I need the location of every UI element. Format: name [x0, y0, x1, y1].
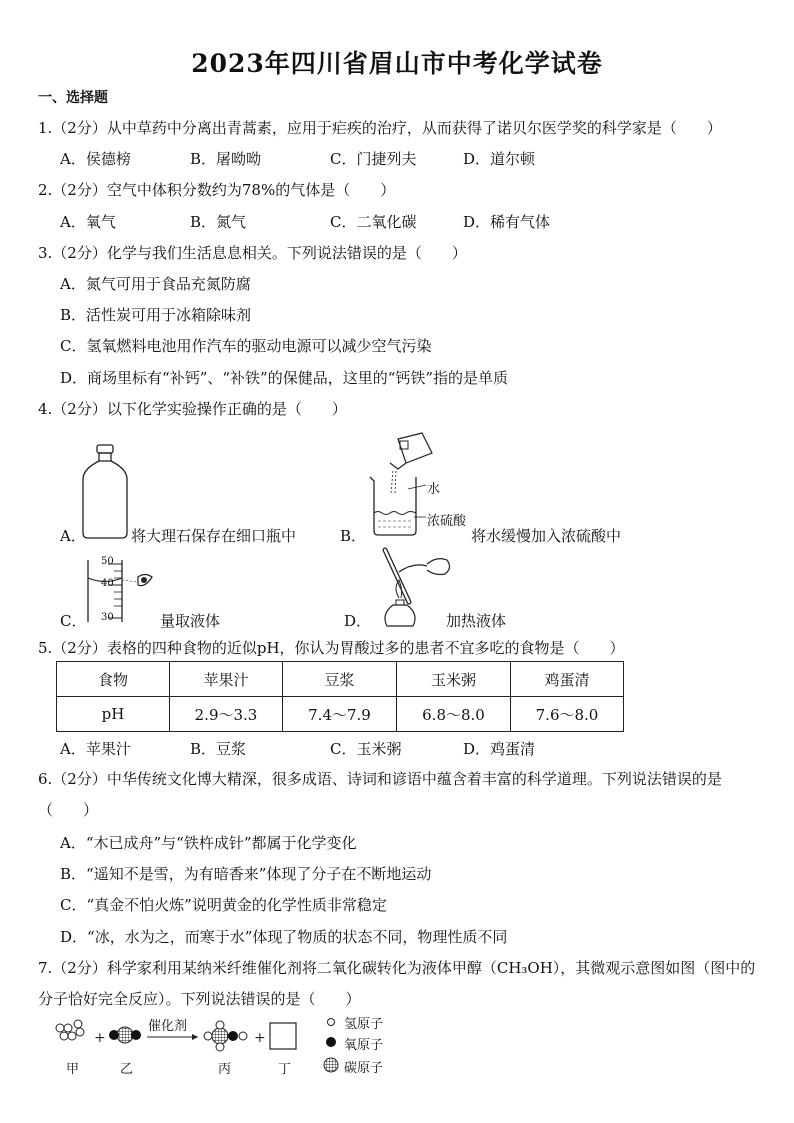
oxygen-atom — [228, 1031, 238, 1041]
question-2-text: 2.（2分）空气中体积分数约为78%的气体是（ ） — [38, 181, 396, 199]
question-5-text: 5.（2分）表格的四种食物的近似pH，你认为胃酸过多的患者不宜多吃的食物是（ ） — [38, 639, 625, 657]
hydrogen-atom — [64, 1024, 72, 1032]
legend-oxygen-icon — [326, 1037, 336, 1047]
q4-option-a-text: 将大理石保存在细口瓶中 — [131, 527, 297, 545]
table-header-row — [57, 662, 624, 697]
table-cell: 玉米粥 — [397, 662, 511, 697]
molecule-label-ding: 丁 — [278, 1062, 292, 1077]
unknown-product-box — [270, 1023, 296, 1049]
table-cell: 豆浆 — [283, 662, 397, 697]
hydrogen-atom — [216, 1043, 224, 1051]
q1-option-c[interactable]: C．门捷列夫 — [330, 150, 417, 168]
q6-option-d[interactable]: D．“冰，水为之，而寒于水”体现了物质的状态不同，物理性质不同 — [60, 928, 508, 946]
q5-option-d[interactable]: D．鸡蛋清 — [463, 740, 536, 758]
question-3-text: 3.（2分）化学与我们生活息息相关。下列说法错误的是（ ） — [38, 244, 467, 262]
exam-title: 2023年四川省眉山市中考化学试卷 — [191, 49, 603, 78]
q2-option-d[interactable]: D．稀有气体 — [463, 213, 551, 231]
oxygen-atom — [131, 1030, 141, 1040]
table-cell: 苹果汁 — [170, 662, 283, 697]
plus-sign: + — [94, 1030, 106, 1046]
q1-option-d[interactable]: D．道尔顿 — [463, 150, 536, 168]
q6-option-b[interactable]: B．“遥知不是雪，为有暗香来”体现了分子在不断地运动 — [60, 865, 432, 883]
tick-50: 50 — [101, 556, 114, 567]
hydrogen-atom — [239, 1032, 247, 1040]
oxygen-atom — [109, 1030, 119, 1040]
q2-option-a[interactable]: A．氧气 — [60, 213, 116, 231]
q6-option-c[interactable]: C．“真金不怕火炼”说明黄金的化学性质非常稳定 — [60, 896, 387, 914]
table-cell: 7.4～7.9 — [283, 697, 397, 732]
legend-oxygen-label: 氧原子 — [344, 1038, 384, 1053]
hydrogen-atom — [68, 1032, 76, 1040]
molecule-label-yi: 乙 — [120, 1062, 134, 1077]
plus-sign: + — [254, 1030, 266, 1046]
hydrogen-atom — [76, 1028, 84, 1036]
q1-option-b[interactable]: B．屠呦呦 — [190, 150, 262, 168]
hydrogen-atom — [216, 1021, 224, 1029]
graduated-cylinder-diagram — [82, 558, 162, 623]
q3-option-d[interactable]: D．商场里标有“补钙”、“补铁”的保健品，这里的“钙铁”指的是单质 — [60, 369, 509, 387]
q4-option-c-letter[interactable]: C． — [60, 612, 87, 630]
q2-option-b[interactable]: B．氮气 — [190, 213, 247, 231]
molecule-label-jia: 甲 — [66, 1062, 80, 1077]
label-water: 水 — [427, 482, 441, 497]
table-cell: 7.6～8.0 — [511, 697, 624, 732]
hydrogen-atom — [56, 1024, 64, 1032]
table-cell: pH — [57, 697, 170, 732]
q4-option-a-letter[interactable]: A． — [60, 527, 86, 545]
table-cell: 6.8～8.0 — [397, 697, 511, 732]
reaction-diagram — [50, 1010, 470, 1070]
carbon-atom — [212, 1028, 228, 1044]
section-heading: 一、选择题 — [38, 90, 108, 106]
table-cell: 鸡蛋清 — [511, 662, 624, 697]
carbon-atom — [117, 1027, 133, 1043]
question-6-text: 6.（2分）中华传统文化博大精深，很多成语、诗词和谚语中蕴含着丰富的科学道理。下列说法错误的是（ ） — [38, 770, 722, 819]
legend-hydrogen-icon — [328, 1019, 335, 1026]
q5-option-a[interactable]: A．苹果汁 — [60, 740, 131, 758]
q2-option-c[interactable]: C．二氧化碳 — [330, 213, 417, 231]
heating-liquid-diagram — [365, 548, 455, 628]
q4-option-b-letter[interactable]: B． — [340, 527, 367, 545]
label-concentrated-acid: 浓硫酸 — [427, 514, 467, 529]
q3-option-b[interactable]: B．活性炭可用于冰箱除味剂 — [60, 306, 252, 324]
tick-40: 40 — [101, 578, 114, 589]
table-cell: 2.9～3.3 — [170, 697, 283, 732]
tick-30: 30 — [101, 612, 114, 623]
narrow-mouth-bottle-image — [80, 443, 130, 540]
q3-option-a[interactable]: A．氮气可用于食品充氮防腐 — [60, 275, 251, 293]
q5-option-b[interactable]: B．豆浆 — [190, 740, 247, 758]
arrow-head — [192, 1034, 198, 1040]
legend-carbon-icon — [324, 1058, 338, 1072]
q4-option-d-letter[interactable]: D． — [344, 612, 372, 630]
hydrogen-atom — [204, 1032, 212, 1040]
q4-option-b-text: 将水缓慢加入浓硫酸中 — [471, 527, 622, 545]
question-1-text: 1.（2分）从中草药中分离出青蒿素，应用于疟疾的治疗，从而获得了诺贝尔医学奖的科学家是（ ） — [38, 119, 722, 137]
dilute-acid-diagram — [360, 433, 435, 543]
q3-option-c[interactable]: C．氢氧燃料电池用作汽车的驱动电源可以减少空气污染 — [60, 337, 432, 355]
ph-table — [56, 661, 624, 732]
q4-option-c-text: 量取液体 — [160, 612, 221, 630]
q6-option-a[interactable]: A．“木已成舟”与“铁杵成针”都属于化学变化 — [60, 834, 357, 852]
table-row — [57, 697, 624, 732]
hydrogen-atom — [60, 1032, 68, 1040]
table-cell: 食物 — [57, 662, 170, 697]
question-7-text: 7.（2分）科学家利用某纳米纤维催化剂将二氧化碳转化为液体甲醇（CH₃OH），其微观示意图如图（图中的分子恰好完全反应）。下列说法错误的是（ ） — [38, 959, 756, 1008]
legend-carbon-label: 碳原子 — [344, 1061, 384, 1076]
question-4-text: 4.（2分）以下化学实验操作正确的是（ ） — [38, 400, 347, 418]
catalyst-label: 催化剂 — [148, 1019, 188, 1034]
q5-option-c[interactable]: C．玉米粥 — [330, 740, 402, 758]
legend-hydrogen-label: 氢原子 — [344, 1017, 384, 1032]
q4-option-d-text: 加热液体 — [446, 612, 507, 630]
hydrogen-atom — [74, 1020, 82, 1028]
q1-option-a[interactable]: A．侯德榜 — [60, 150, 131, 168]
molecule-label-bing: 丙 — [218, 1062, 232, 1077]
